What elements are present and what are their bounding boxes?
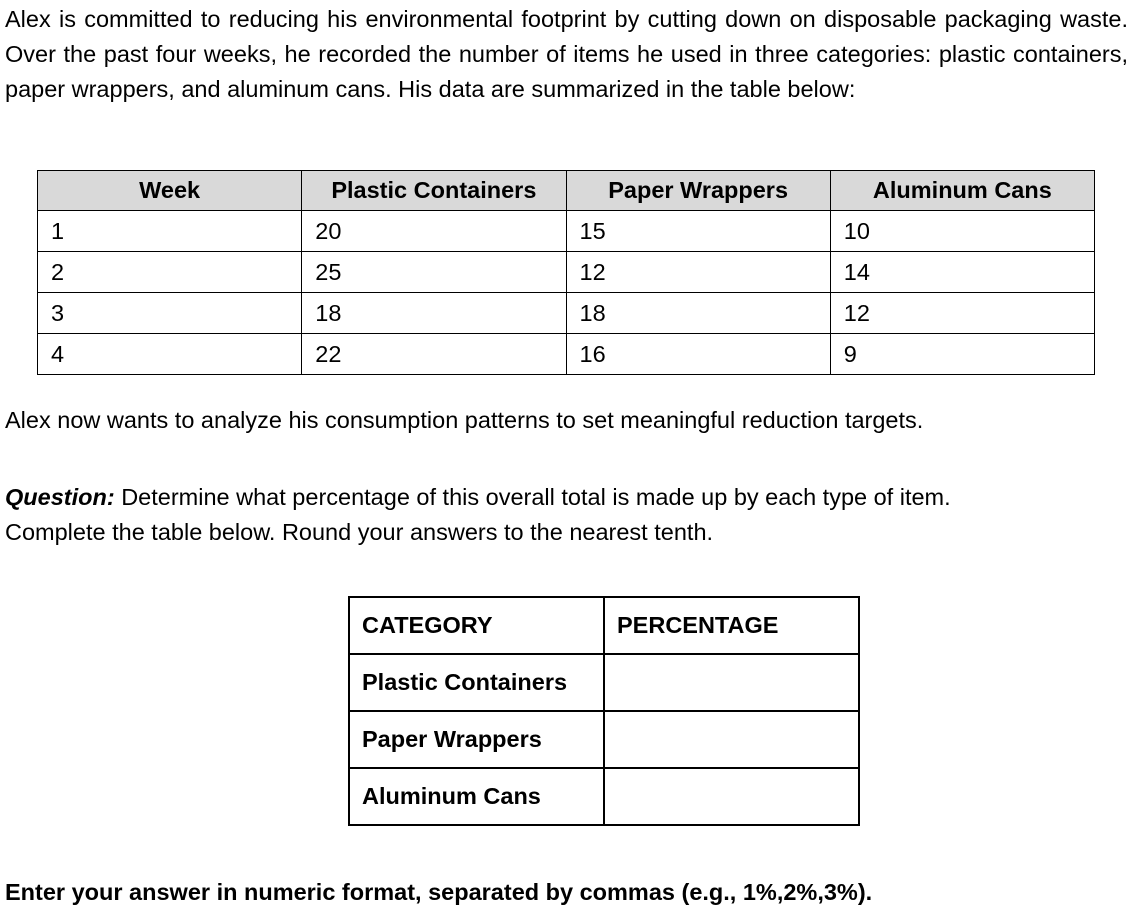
table-row: [38, 334, 1095, 375]
header-plastic-containers: Plastic Containers: [302, 171, 566, 211]
table-header-row: [38, 171, 1095, 211]
table-row: [38, 252, 1095, 293]
table-cell: 18: [566, 293, 830, 334]
header-paper-wrappers: Paper Wrappers: [566, 171, 830, 211]
paper-percentage-cell[interactable]: [604, 711, 859, 768]
table-cell: 12: [566, 252, 830, 293]
table-cell: 9: [830, 334, 1094, 375]
analysis-text: Alex now wants to analyze his consumption patterns to set meaningful reduction targets.: [5, 407, 924, 433]
intro-paragraph: Alex is committed to reducing his environmental footprint by cutting down on disposable packaging waste. Over the past four weeks, he recorded the number of items he used in three categories: plastic containers, paper wrappers, and aluminum cans. His data are summarized in the table below:: [5, 6, 1128, 102]
question-line-1: [5, 480, 951, 515]
table-cell: 25: [302, 252, 566, 293]
table-cell: 10: [830, 211, 1094, 252]
table-row: [38, 293, 1095, 334]
question-label: Question:: [5, 484, 115, 510]
table-cell: 14: [830, 252, 1094, 293]
table-cell: 1: [38, 211, 302, 252]
answer-header-row: [349, 597, 859, 654]
header-week: Week: [38, 171, 302, 211]
category-label: Paper Wrappers: [349, 711, 604, 768]
table-cell: 12: [830, 293, 1094, 334]
header-category: CATEGORY: [349, 597, 604, 654]
category-label: Aluminum Cans: [349, 768, 604, 825]
table-cell: 20: [302, 211, 566, 252]
aluminum-percentage-cell[interactable]: [604, 768, 859, 825]
answer-table: [348, 596, 860, 826]
table-cell: 22: [302, 334, 566, 375]
table-cell: 2: [38, 252, 302, 293]
category-label: Plastic Containers: [349, 654, 604, 711]
table-cell: 4: [38, 334, 302, 375]
question-line-2: Complete the table below. Round your answers to the nearest tenth.: [5, 519, 714, 545]
header-percentage: PERCENTAGE: [604, 597, 859, 654]
table-cell: 18: [302, 293, 566, 334]
question-text: Determine what percentage of this overall total is made up by each type of item.: [114, 484, 951, 510]
table-cell: 16: [566, 334, 830, 375]
answer-instruction: Enter your answer in numeric format, separated by commas (e.g., 1%,2%,3%).: [5, 879, 873, 905]
answer-row: [349, 711, 859, 768]
header-aluminum-cans: Aluminum Cans: [830, 171, 1094, 211]
answer-row: [349, 654, 859, 711]
table-cell: 15: [566, 211, 830, 252]
table-cell: 3: [38, 293, 302, 334]
plastic-percentage-cell[interactable]: [604, 654, 859, 711]
consumption-table: [37, 170, 1095, 375]
answer-row: [349, 768, 859, 825]
table-row: [38, 211, 1095, 252]
